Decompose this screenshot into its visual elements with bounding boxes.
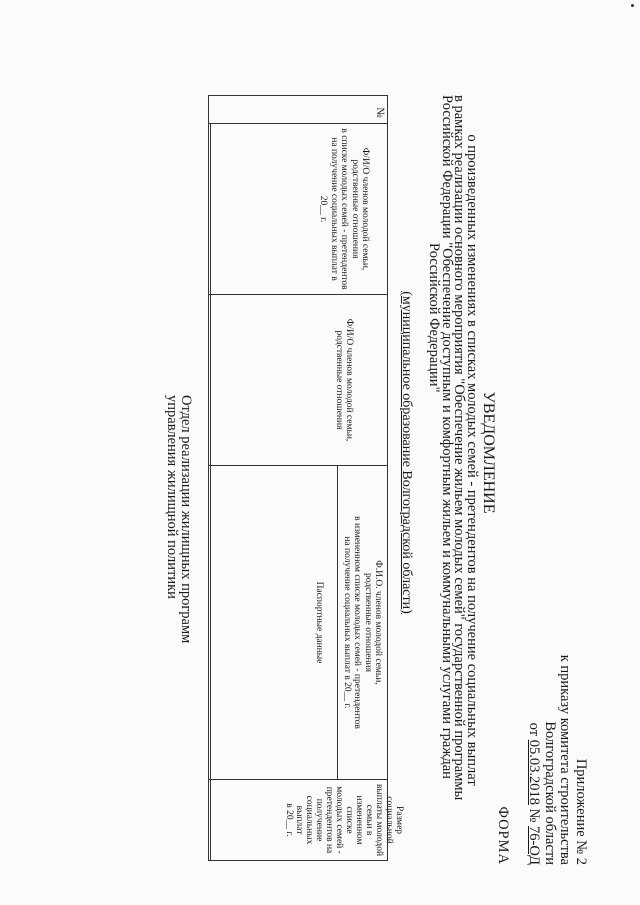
number-prefix: №: [526, 808, 543, 823]
header-payment-line-9: в 20__ г.: [284, 803, 294, 837]
order-date: 05.03.2018: [526, 739, 543, 805]
appendix-line-3: Волгоградской области: [542, 721, 558, 865]
number-sign: №: [374, 107, 386, 118]
intro-line-4: Российской Федерации": [426, 243, 443, 393]
number-column-header: [209, 96, 388, 124]
department-line-2: управления жилищной политики: [164, 395, 180, 599]
header-previous-list-line-1: Ф/И/О членов молодой семьи,: [360, 147, 371, 271]
date-prefix: от: [526, 722, 543, 737]
header-changed-list-line-2: родственные отношения: [363, 573, 373, 672]
municipality-caption: (муниципальное образование Волгоградской области): [399, 291, 414, 614]
header-payment-line-8: социальных выплат: [294, 795, 314, 845]
header-payment-line-2: выплаты молодой: [374, 783, 384, 857]
intro-line-2: в рамках реализации основного мероприятия "Обеспечение жильем молодых семей" государственной программы: [451, 95, 468, 801]
header-family-members-line-1: Ф/И/О членов молодой семьи,: [344, 318, 355, 442]
forma-label: ФОРМА: [495, 806, 511, 865]
header-previous-list: [211, 124, 388, 295]
empty-cell-1: [209, 124, 211, 295]
department-line-1: Отдел реализации жилищных программ: [178, 395, 194, 644]
header-changed-list-top: [337, 466, 387, 779]
header-payment-amount: [211, 780, 404, 861]
empty-cell-4: [209, 780, 211, 861]
header-payment-line-5: молодых семей -: [334, 786, 344, 854]
header-family-members: [211, 295, 388, 466]
intro-text: [428, 95, 478, 825]
header-previous-list-line-4: на получение социальных выплат в 20__ г.: [318, 137, 339, 281]
header-payment-line-7: получение: [314, 798, 324, 842]
header-payment-line-1: Размер социальной: [384, 796, 404, 844]
intro-line-3: Российской Федерации "Обеспечение доступным и комфортным жильем и коммунальными услугами граждан: [439, 95, 455, 779]
order-number: 76-ОД: [526, 826, 543, 865]
appendix-block: [495, 655, 589, 865]
header-family-members-line-2: родственные отношения: [334, 330, 344, 430]
changes-table: [208, 95, 404, 861]
document-title: УВЕДОМЛЕНИЕ: [480, 391, 497, 514]
header-passport-data: [301, 466, 337, 779]
header-previous-list-line-2: родственные отношения: [349, 159, 360, 259]
header-changed-list-line-1: Ф.И.О. членов молодой семьи,: [373, 560, 384, 685]
header-payment-line-6: претендентов на: [324, 786, 334, 854]
appendix-line-1: Приложение № 2: [573, 758, 589, 865]
empty-cell-3: [209, 466, 211, 780]
header-changed-list-line-3: в измененном списке молодых семей - претендентов: [352, 516, 363, 729]
empty-cell-2: [209, 295, 211, 466]
department-signature: [165, 395, 193, 643]
header-passport-data-label: Паспортные данные: [314, 581, 325, 664]
table-row-empty: [209, 96, 211, 861]
appendix-line-2: к приказу комитета строительства: [557, 654, 574, 865]
header-payment-line-3: семьи в: [364, 804, 374, 836]
appendix-date-line: [526, 655, 542, 865]
header-previous-list-line-3: в списке молодых семей - претендентов: [339, 128, 350, 290]
header-changed-list-line-4: на получение социальных выплат в 20__ г.: [342, 536, 352, 709]
intro-line-1: о произведенных изменениях в списках молодых семей - претендентов на получение социальных выплат: [464, 134, 480, 786]
header-payment-line-4: измененном списке: [344, 795, 364, 845]
header-changed-list: [211, 466, 388, 780]
table-header-row: [211, 96, 388, 861]
